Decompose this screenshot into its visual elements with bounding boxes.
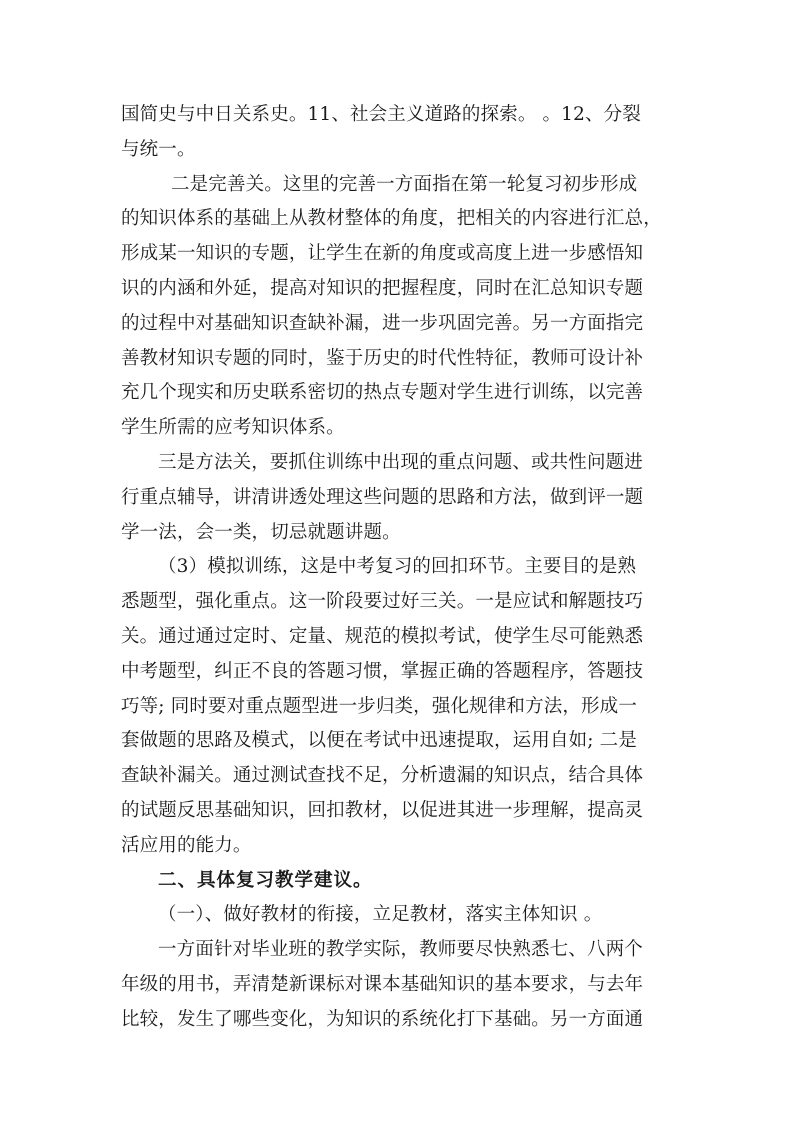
text-line: 形成某一知识的专题，让学生在新的角度或高度上进一步感悟知 xyxy=(121,243,644,265)
document-body xyxy=(121,98,677,1038)
section-heading: 二、具体复习教学建议。 xyxy=(158,869,373,891)
text-line: 的试题反思基础知识，回扣教材，以促进其进一步理解，提高灵 xyxy=(121,799,644,821)
paragraph-start: 二是完善关。这里的完善一方面指在第一轮复习初步形成 xyxy=(171,173,638,195)
subsection-heading: （一）、做好教材的衔接，立足教材，落实主体知识 。 xyxy=(158,904,603,926)
text-line: 年级的用书，弄清楚新课标对课本基础知识的基本要求，与去年 xyxy=(121,973,644,995)
text-line: 行重点辅导，讲清讲透处理这些问题的思路和方法，做到评一题 xyxy=(121,486,644,508)
text-line: 识的内涵和外延，提高对知识的把握程度，同时在汇总知识专题 xyxy=(121,277,644,299)
text-line: 悉题型，强化重点。这一阶段要过好三关。一是应试和解题技巧 xyxy=(121,591,644,613)
paragraph-start: 一方面针对毕业班的教学实际，教师要尽快熟悉七、八两个 xyxy=(158,939,643,961)
text-line: 的知识体系的基础上从教材整体的角度，把相关的内容进行汇总， xyxy=(121,208,662,230)
text-line: 与统一。 xyxy=(121,138,196,160)
text-line: 关。通过通过定时、定量、规范的模拟考试，使学生尽可能熟悉 xyxy=(121,625,644,647)
paragraph-start: 三是方法关，要抓住训练中出现的重点问题、或共性问题进 xyxy=(158,451,643,473)
text-line: 套做题的思路及模式，以便在考试中迅速提取，运用自如; 二是 xyxy=(121,730,637,752)
text-line: 活应用的能力。 xyxy=(121,834,252,856)
text-line: 的过程中对基础知识查缺补漏，进一步巩固完善。另一方面指完 xyxy=(121,312,644,334)
text-line: 查缺补漏关。通过测试查找不足，分析遗漏的知识点，结合具体 xyxy=(121,765,644,787)
text-line: 善教材知识专题的同时，鉴于历史的时代性特征，教师可设计补 xyxy=(121,347,644,369)
paragraph-start: （3）模拟训练，这是中考复习的回扣环节。主要目的是熟 xyxy=(158,556,637,578)
text-line: 国简史与中日关系史。11、社会主义道路的探索。 。12、分裂 xyxy=(121,104,641,125)
text-line: 比较，发生了哪些变化，为知识的系统化打下基础。另一方面通 xyxy=(121,1008,644,1030)
text-line: 学一法，会一类，切忌就题讲题。 xyxy=(121,521,401,543)
text-line: 学生所需的应考知识体系。 xyxy=(121,417,345,439)
text-line: 巧等; 同时要对重点题型进一步归类，强化规律和方法，形成一 xyxy=(121,695,637,717)
text-line: 中考题型，纠正不良的答题习惯，掌握正确的答题程序，答题技 xyxy=(121,660,644,682)
text-line: 充几个现实和历史联系密切的热点专题对学生进行训练，以完善 xyxy=(121,382,644,404)
